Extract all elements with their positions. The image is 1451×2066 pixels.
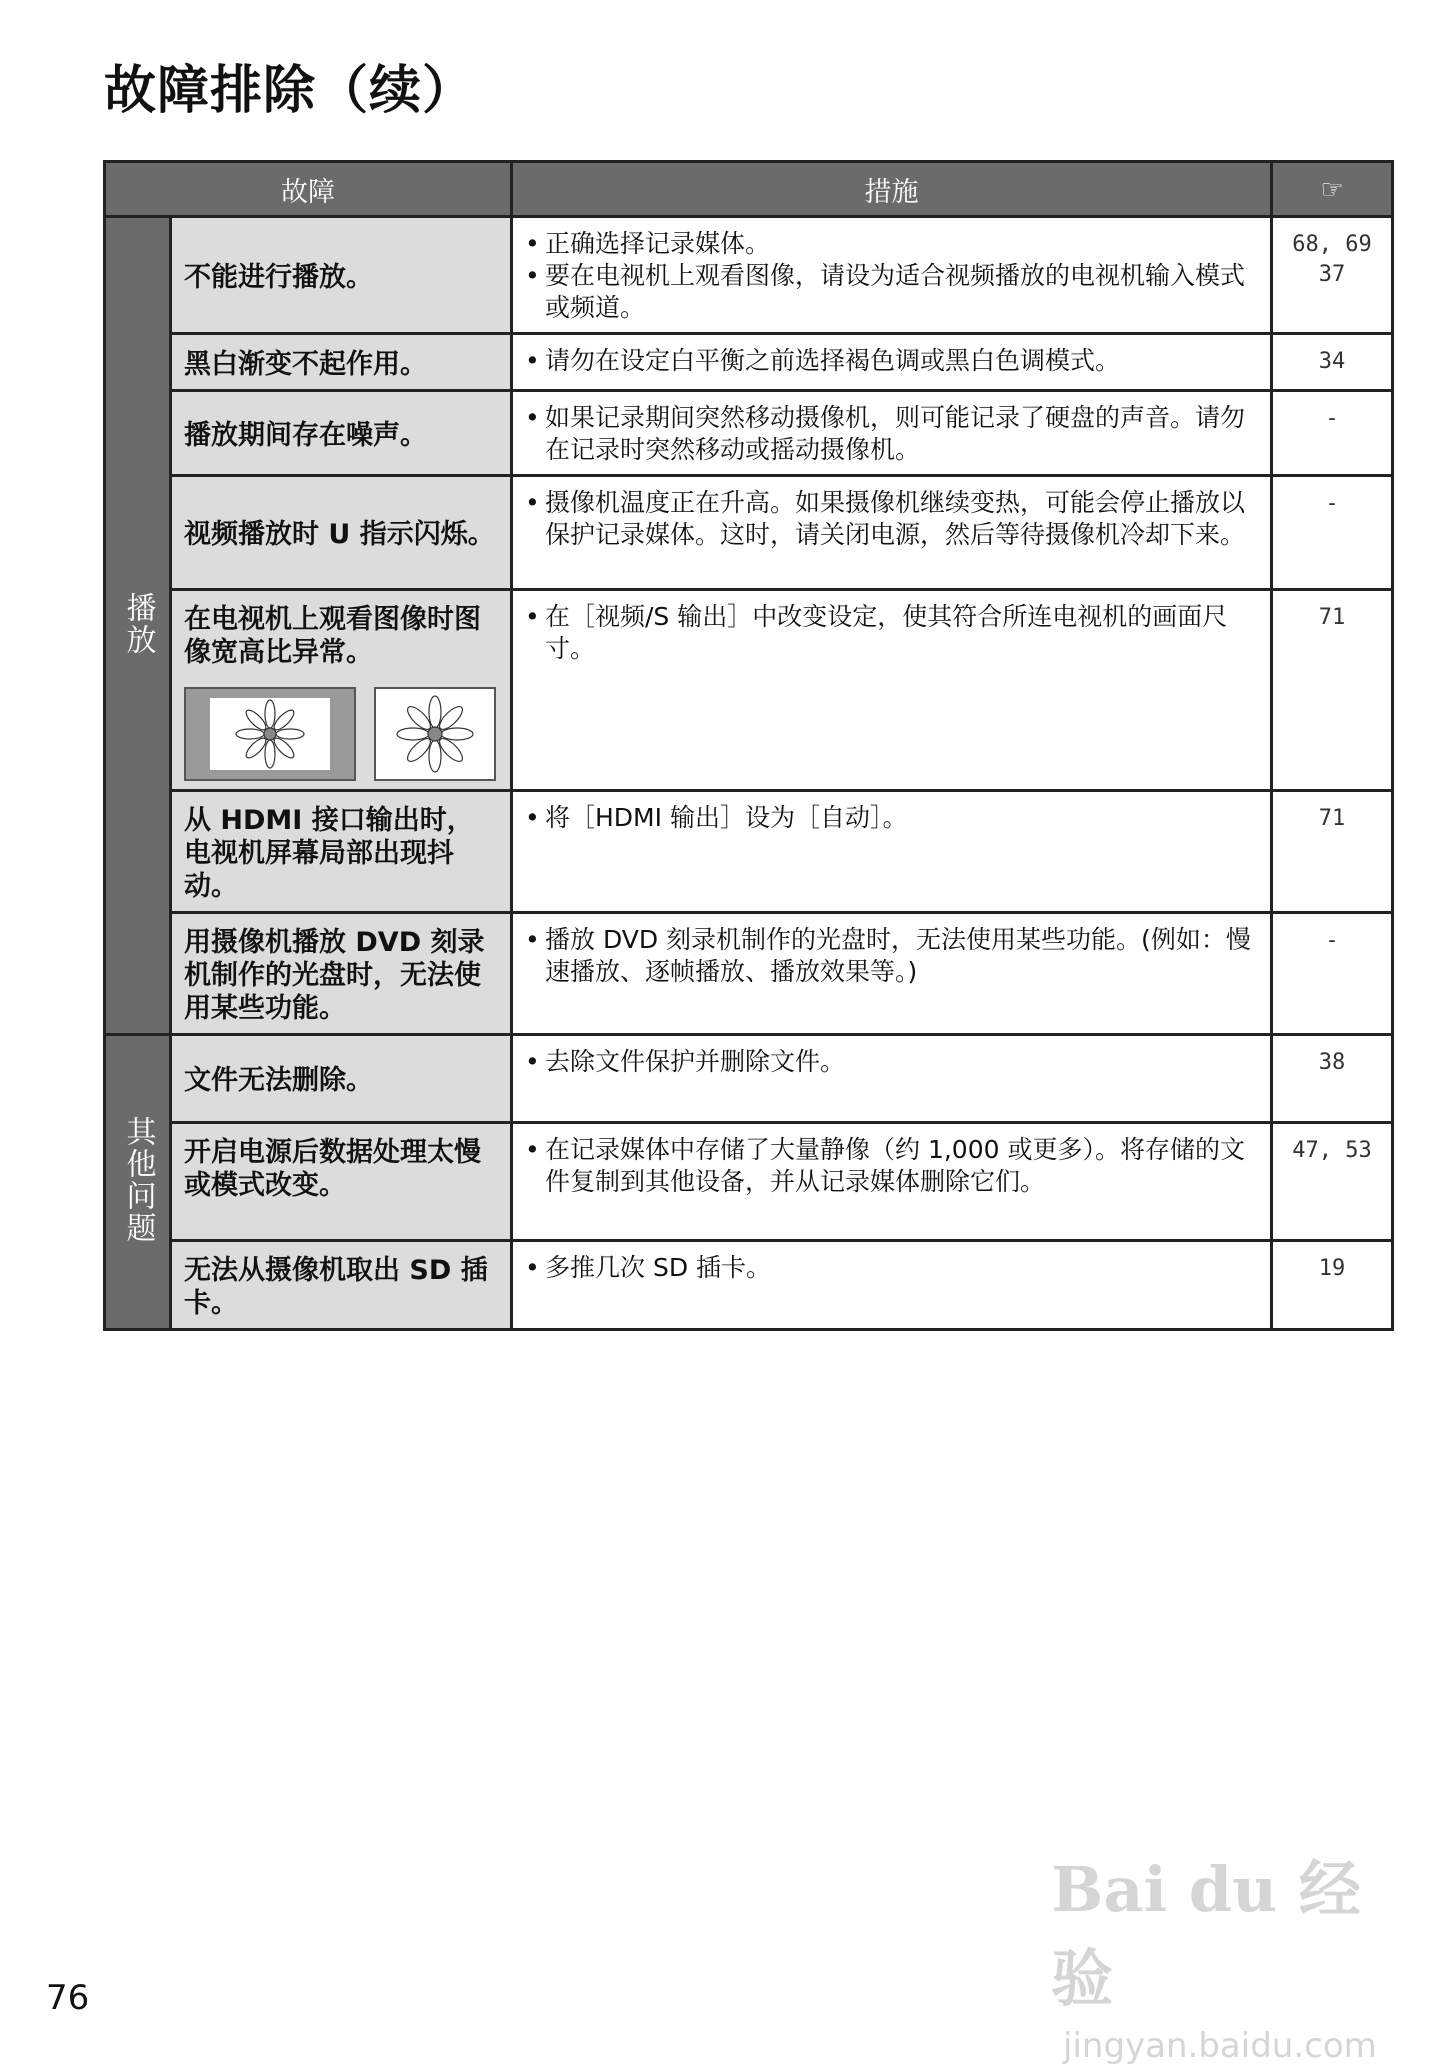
table-row bbox=[105, 590, 1393, 791]
table-row bbox=[105, 913, 1393, 1035]
page-ref bbox=[1272, 217, 1393, 334]
aspect-ratio-illustrations bbox=[184, 687, 500, 781]
baidu-jingyan-watermark bbox=[1051, 1840, 1391, 2066]
fault-cell: 用摄像机播放 DVD 刻录机制作的光盘时，无法使用某些功能。 bbox=[171, 913, 512, 1035]
header-fault: 故障 bbox=[105, 162, 512, 217]
troubleshooting-table bbox=[103, 160, 1394, 1331]
header-page bbox=[1272, 162, 1393, 217]
measure-cell bbox=[512, 391, 1272, 476]
flower-letterbox-image bbox=[184, 687, 356, 781]
watermark-url: jingyan.baidu.com bbox=[1063, 2026, 1377, 2066]
page-ref: 19 bbox=[1272, 1241, 1393, 1330]
fault-cell: 播放期间存在噪声。 bbox=[171, 391, 512, 476]
measure-item: • 播放 DVD 刻录机制作的光盘时，无法使用某些功能。(例如：慢速播放、逐帧播放、播放效果等。) bbox=[523, 924, 1260, 988]
page-ref: 47, 53 bbox=[1272, 1123, 1393, 1241]
measure-item: • 摄像机温度正在升高。如果摄像机继续变热，可能会停止播放以保护记录媒体。这时，请关闭电源，然后等待摄像机冷却下来。 bbox=[523, 487, 1260, 551]
measure-cell bbox=[512, 791, 1272, 913]
measure-item: • 在记录媒体中存储了大量静像（约 1,000 或更多）。将存储的文件复制到其他设备，并从记录媒体删除它们。 bbox=[523, 1134, 1260, 1198]
fault-cell: 黑白渐变不起作用。 bbox=[171, 334, 512, 391]
fault-cell: 不能进行播放。 bbox=[171, 217, 512, 334]
table-row bbox=[105, 391, 1393, 476]
header-measure: 措施 bbox=[512, 162, 1272, 217]
page-number: 76 bbox=[46, 1978, 90, 2018]
measure-cell bbox=[512, 1123, 1272, 1241]
category-label: 其他问题 bbox=[120, 1116, 156, 1244]
category-other bbox=[105, 1035, 171, 1330]
table-row bbox=[105, 334, 1393, 391]
fault-text: 在电视机上观看图像时图像宽高比异常。 bbox=[184, 604, 481, 668]
pointing-hand-icon: ☞ bbox=[1320, 174, 1344, 205]
category-playback bbox=[105, 217, 171, 1035]
measure-cell bbox=[512, 590, 1272, 791]
page-ref: 34 bbox=[1272, 334, 1393, 391]
page-ref: 38 bbox=[1272, 1035, 1393, 1123]
measure-cell bbox=[512, 334, 1272, 391]
measure-item: • 正确选择记录媒体。 bbox=[523, 228, 1260, 260]
table-header-row bbox=[105, 162, 1393, 217]
page-ref-text: 68, 69 37 bbox=[1292, 232, 1372, 287]
table-row bbox=[105, 791, 1393, 913]
page-ref: - bbox=[1272, 391, 1393, 476]
measure-cell bbox=[512, 913, 1272, 1035]
page-ref: 71 bbox=[1272, 791, 1393, 913]
fault-cell: 开启电源后数据处理太慢或模式改变。 bbox=[171, 1123, 512, 1241]
measure-cell bbox=[512, 1241, 1272, 1330]
measure-item: • 去除文件保护并删除文件。 bbox=[523, 1046, 1260, 1078]
watermark-logo-text: Bai du 经验 bbox=[1051, 1853, 1361, 2015]
measure-item: • 要在电视机上观看图像，请设为适合视频播放的电视机输入模式或频道。 bbox=[523, 260, 1260, 324]
page-ref: - bbox=[1272, 913, 1393, 1035]
measure-item: • 多推几次 SD 插卡。 bbox=[523, 1252, 1260, 1284]
page-ref: 71 bbox=[1272, 590, 1393, 791]
fault-cell: 无法从摄像机取出 SD 插卡。 bbox=[171, 1241, 512, 1330]
fault-cell: 视频播放时 U 指示闪烁。 bbox=[171, 476, 512, 590]
table-row bbox=[105, 1241, 1393, 1330]
measure-item: • 如果记录期间突然移动摄像机，则可能记录了硬盘的声音。请勿在记录时突然移动或摇动摄像机。 bbox=[523, 402, 1260, 466]
measure-item: • 在［视频/S 输出］中改变设定，使其符合所连电视机的画面尺寸。 bbox=[523, 601, 1260, 665]
measure-item: • 将［HDMI 输出］设为［自动］。 bbox=[523, 802, 1260, 834]
page-title: 故障排除（续） bbox=[104, 61, 476, 121]
measure-item: • 请勿在设定白平衡之前选择褐色调或黑白色调模式。 bbox=[523, 345, 1260, 377]
flower-stretched-image bbox=[374, 687, 496, 781]
table-row bbox=[105, 1035, 1393, 1123]
table-row bbox=[105, 1123, 1393, 1241]
fault-cell bbox=[171, 590, 512, 791]
fault-cell: 从 HDMI 接口输出时，电视机屏幕局部出现抖动。 bbox=[171, 791, 512, 913]
measure-cell bbox=[512, 217, 1272, 334]
page-ref: - bbox=[1272, 476, 1393, 590]
table-row bbox=[105, 217, 1393, 334]
fault-cell: 文件无法删除。 bbox=[171, 1035, 512, 1123]
table-row bbox=[105, 476, 1393, 590]
category-label: 播放 bbox=[120, 591, 156, 656]
measure-cell bbox=[512, 1035, 1272, 1123]
measure-cell bbox=[512, 476, 1272, 590]
